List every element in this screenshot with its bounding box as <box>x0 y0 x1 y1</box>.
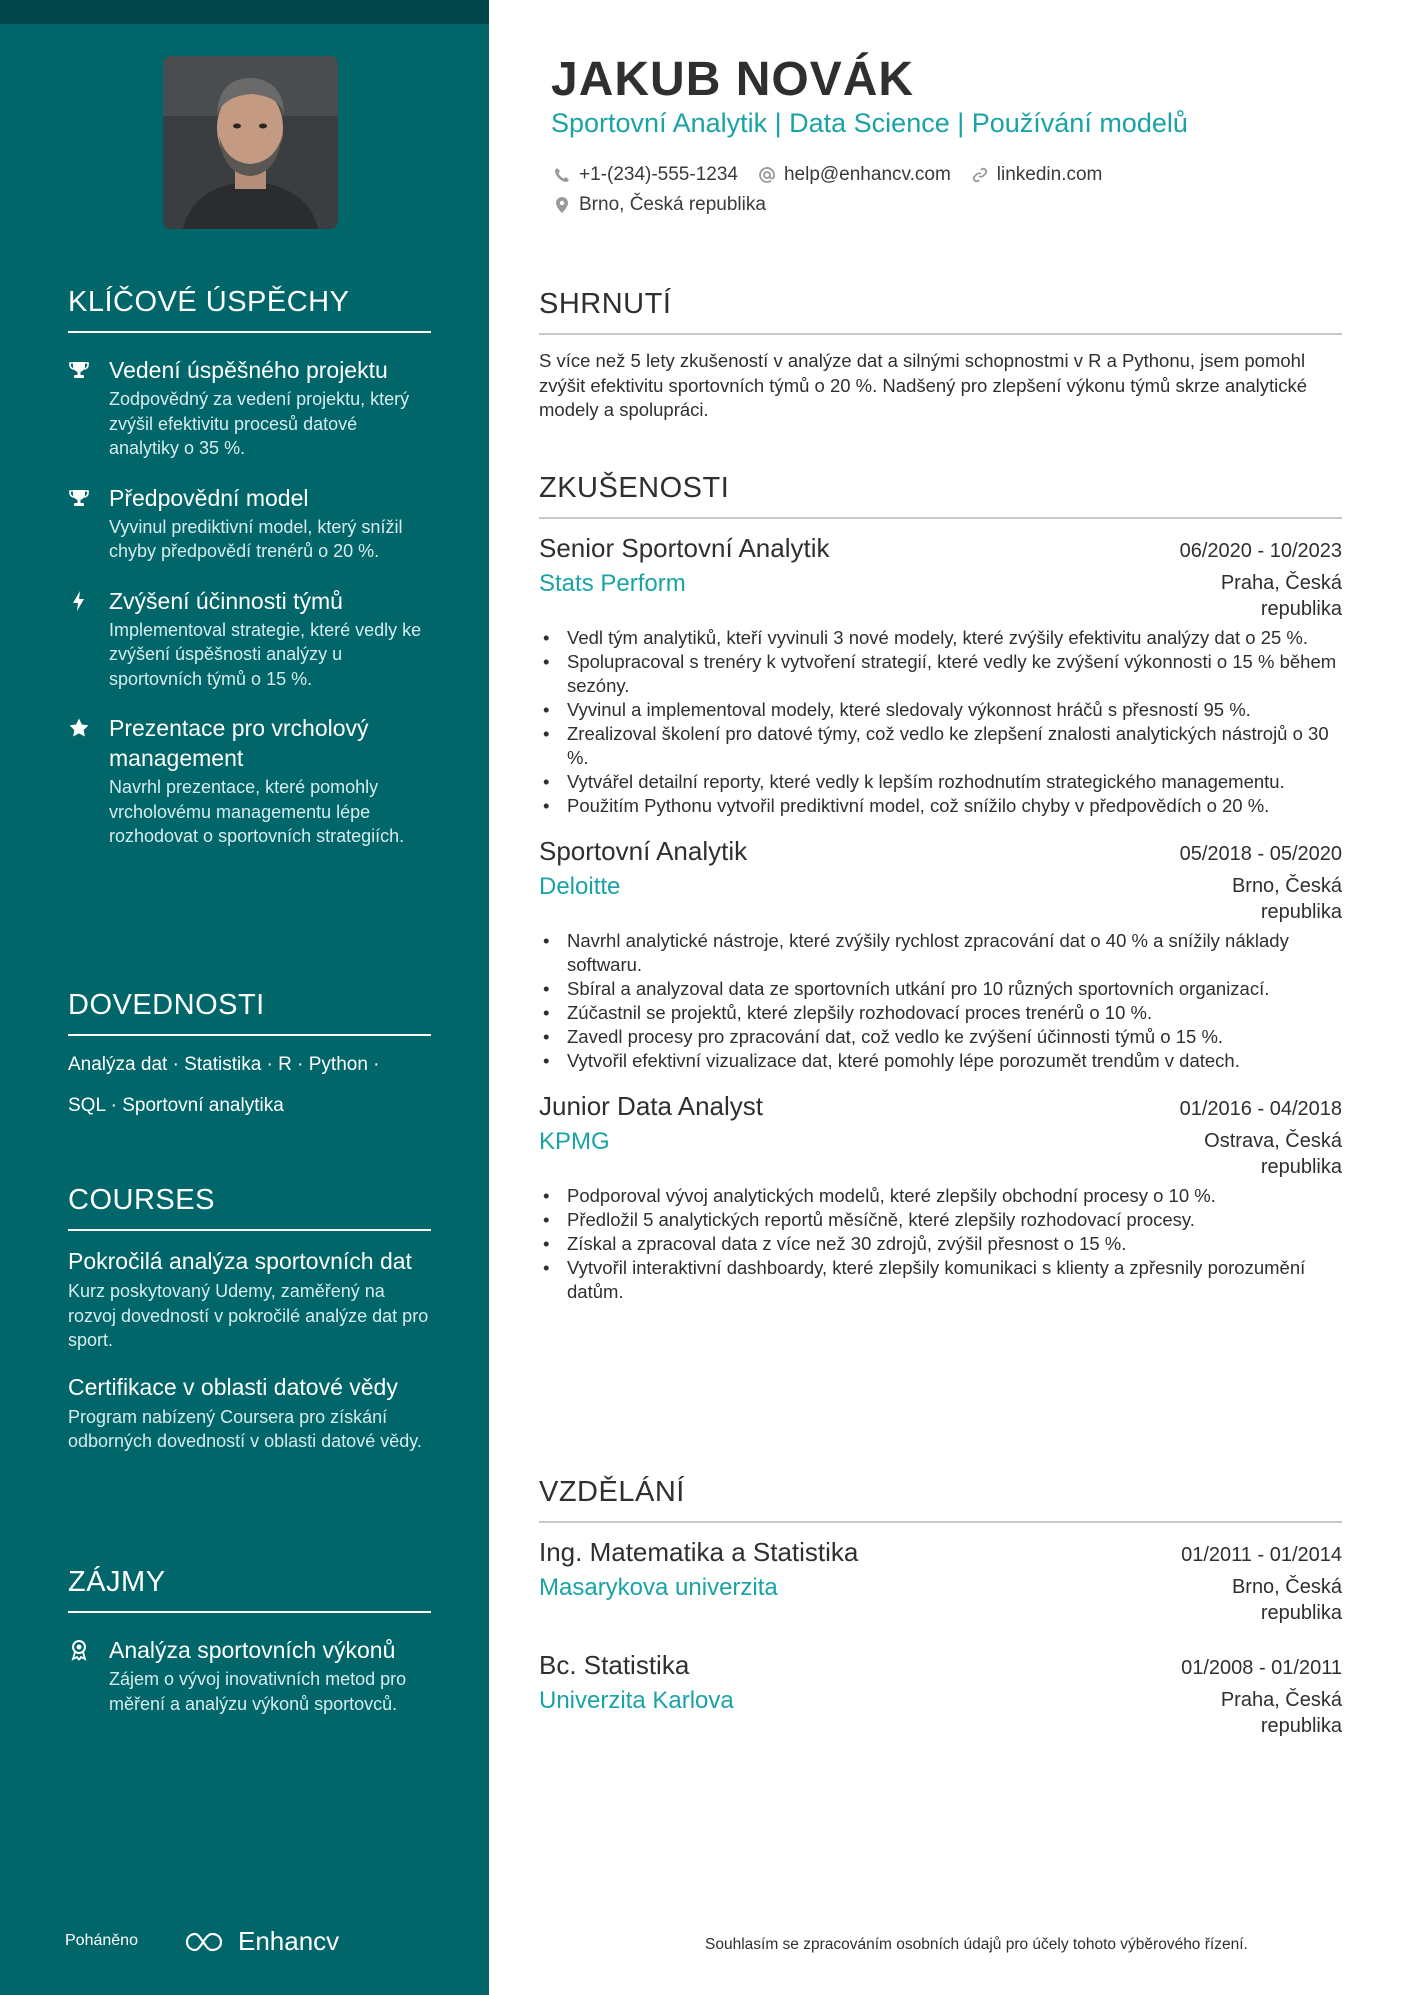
education-school: Masarykova univerzita <box>539 1574 778 1601</box>
job-bullet: • Použitím Pythonu vytvořil prediktivní model, což snížilo chyby v předpovědích o 20 %. <box>567 794 1342 818</box>
education-entry <box>539 1537 1342 1626</box>
education-dates: 01/2008 - 01/2011 <box>1181 1657 1342 1679</box>
education-school: Univerzita Karlova <box>539 1687 734 1714</box>
job-entry <box>539 836 1342 1073</box>
summary-section <box>539 288 1342 423</box>
course-title: Certifikace v oblasti datové vědy <box>68 1373 398 1400</box>
education-section <box>539 1476 1342 1739</box>
job-company: Stats Perform <box>539 570 686 597</box>
achievement-title: Předpovědní model <box>109 484 309 511</box>
job-bullet: • Podporoval vývoj analytických modelů, které zlepšily obchodní procesy o 10 %. <box>567 1184 1342 1208</box>
location-pin-icon <box>553 196 571 214</box>
achievement-item <box>68 586 431 692</box>
education-entry <box>539 1650 1342 1739</box>
job-dates: 06/2020 - 10/2023 <box>1179 540 1342 562</box>
trophy-icon <box>68 487 90 509</box>
job-entry <box>539 533 1342 818</box>
achievement-desc: Vyvinul prediktivní model, který snížil chyby předpovědí trenérů o 20 %. <box>109 516 403 561</box>
linkedin-contact[interactable] <box>971 164 1103 186</box>
sidebar <box>0 0 489 1995</box>
job-bullet: • Vyvinul a implementoval modely, které sledovaly výkonnost hráčů s přesností 95 %. <box>567 698 1342 722</box>
job-bullet: • Spolupracoval s trenéry k vytvoření strategií, které vedly ke zvýšení výkonnosti o 15 % během sezóny. <box>567 650 1342 698</box>
courses-title: COURSES <box>68 1184 431 1231</box>
achievement-desc: Zodpovědný za vedení projektu, který zvýšil efektivitu procesů datové analytiky o 35 %. <box>109 389 410 458</box>
skills-list: Analýza dat · Statistika · R · Python · <box>68 1054 380 1075</box>
interest-desc: Zájem o vývoj inovativních metod pro měření a analýzu výkonů sportovců. <box>109 1669 407 1714</box>
enhancv-logo[interactable] <box>184 1926 339 1957</box>
location-text: Brno, Česká republika <box>579 194 766 215</box>
interests-title: ZÁJMY <box>68 1566 431 1613</box>
job-bullet: • Zúčastnil se projektů, které zlepšily rozhodovací proces trenérů o 10 %. <box>567 1001 1342 1025</box>
experience-section <box>539 472 1342 1304</box>
achievements-title: KLÍČOVÉ ÚSPĚCHY <box>68 286 431 333</box>
education-location: Praha, Česká republika <box>1220 1689 1342 1737</box>
education-degree: Ing. Matematika a Statistika <box>539 1537 859 1567</box>
job-bullet: • Sbíral a analyzoval data ze sportovních utkání pro 10 různých sportovních organizací. <box>567 977 1342 1001</box>
job-location: Praha, Česká republika <box>1220 572 1342 620</box>
job-bullets <box>539 1184 1342 1304</box>
job-bullet: • Předložil 5 analytických reportů měsíčně, které zlepšily rozhodovací procesy. <box>567 1208 1342 1232</box>
job-entry <box>539 1091 1342 1304</box>
interest-title: Analýza sportovních výkonů <box>109 1637 396 1663</box>
link-icon <box>971 166 989 184</box>
achievement-item <box>68 483 431 564</box>
job-bullets <box>539 626 1342 818</box>
lightning-icon <box>68 590 90 612</box>
course-desc: Kurz poskytovaný Udemy, zaměřený na rozvoj dovedností v pokročilé analýze dat pro sport. <box>68 1281 429 1350</box>
profile-photo <box>163 56 338 229</box>
achievement-title: Prezentace pro vrcholový management <box>109 715 369 771</box>
location-contact <box>553 194 766 216</box>
education-title: VZDĚLÁNÍ <box>539 1476 1342 1523</box>
skills-section <box>68 989 431 1126</box>
consent-note: Souhlasím se zpracováním osobních údajů pro účely tohoto výběrového řízení. <box>705 1936 1248 1953</box>
job-bullet: • Navrhl analytické nástroje, které zvýšily rychlost zpracování dat o 40 % a snížily náklady softwaru. <box>567 929 1342 977</box>
job-bullet: • Zavedl procesy pro zpracování dat, což vedlo ke zvýšení účinnosti týmů o 15 %. <box>567 1025 1342 1049</box>
job-location: Brno, Česká republika <box>1231 875 1342 923</box>
job-dates: 01/2016 - 04/2018 <box>1179 1098 1342 1120</box>
job-bullet: • Zrealizoval školení pro datové týmy, což vedlo ke zlepšení znalosti analytických nástrojů o 30 %. <box>567 722 1342 770</box>
job-bullet: • Vytvářel detailní reporty, které vedly k lepším rozhodnutím strategického managementu. <box>567 770 1342 794</box>
achievement-item <box>68 713 431 849</box>
interests-section <box>68 1566 431 1716</box>
job-title: Junior Data Analyst <box>539 1091 764 1121</box>
at-icon <box>758 166 776 184</box>
phone-icon <box>553 166 571 184</box>
enhancv-brand-name: Enhancv <box>238 1926 340 1956</box>
job-location: Ostrava, Česká republika <box>1204 1130 1342 1178</box>
achievement-title: Zvýšení účinnosti týmů <box>109 587 343 614</box>
achievement-item <box>68 355 431 461</box>
skills-list: SQL · Sportovní analytika <box>68 1095 284 1116</box>
job-title: Senior Sportovní Analytik <box>539 533 830 563</box>
job-bullet: • Vedl tým analytiků, kteří vyvinuli 3 nové modely, které zvýšily efektivitu analýzy dat o 25 %. <box>567 626 1342 650</box>
job-company: KPMG <box>539 1128 610 1155</box>
candidate-name: JAKUB NOVÁK <box>551 53 915 106</box>
education-location: Brno, Česká republika <box>1231 1576 1342 1624</box>
achievements-section <box>68 286 431 849</box>
course-item <box>68 1247 431 1353</box>
course-item <box>68 1373 431 1454</box>
interest-item <box>68 1635 431 1716</box>
candidate-subtitle: Sportovní Analytik | Data Science | Používání modelů <box>551 108 1188 138</box>
phone-text: +1-(234)-555-1234 <box>579 164 738 185</box>
linkedin-text: linkedin.com <box>996 164 1103 185</box>
summary-text: S více než 5 lety zkušeností v analýze dat a silnými schopnostmi v R a Pythonu, jsem pomohl zvýšit efektivitu sportovních týmů o 20 %. Nadšený pro zlepšení výkonu týmů skrze analytické modely a spolupráci. <box>539 350 1308 420</box>
job-bullet: • Získal a zpracoval data z více než 30 zdrojů, zvýšil přesnost o 15 %. <box>567 1232 1342 1256</box>
job-bullets <box>539 929 1342 1073</box>
contact-info <box>553 160 1102 220</box>
achievement-desc: Navrhl prezentace, které pomohly vrcholovému managementu lépe rozhodovat o sportovních strategiích. <box>109 777 405 846</box>
education-degree: Bc. Statistika <box>539 1650 690 1680</box>
achievement-title: Vedení úspěšného projektu <box>109 357 388 383</box>
course-desc: Program nabízený Coursera pro získání odborných dovedností v oblasti datové vědy. <box>68 1406 422 1451</box>
achievement-desc: Implementoval strategie, které vedly ke zvýšení úspěšnosti analýzy u sportovních týmů o 15 %. <box>109 619 422 689</box>
trophy-icon <box>68 359 90 381</box>
education-dates: 01/2011 - 01/2014 <box>1181 1544 1342 1566</box>
email-contact[interactable] <box>758 164 951 186</box>
skills-title: DOVEDNOSTI <box>68 989 431 1036</box>
course-title: Pokročilá analýza sportovních dat <box>68 1248 412 1274</box>
powered-by-label: Poháněno <box>65 1932 138 1949</box>
courses-section <box>68 1184 431 1454</box>
job-bullet: • Vytvořil interaktivní dashboardy, které zlepšily komunikaci s klienty a zpřesnily porozumění datům. <box>567 1256 1342 1304</box>
email-text: help@enhancv.com <box>783 164 951 185</box>
enhancv-logo-icon <box>184 1931 228 1953</box>
experience-title: ZKUŠENOSTI <box>539 472 1342 519</box>
job-dates: 05/2018 - 05/2020 <box>1179 843 1342 865</box>
job-bullet: • Vytvořil efektivní vizualizace dat, které pomohly lépe porozumět trendům v datech. <box>567 1049 1342 1073</box>
phone-contact[interactable] <box>553 164 738 186</box>
job-title: Sportovní Analytik <box>539 836 748 866</box>
star-icon <box>68 717 90 739</box>
job-company: Deloitte <box>539 873 621 900</box>
award-icon <box>68 1639 90 1661</box>
sidebar-top-bar <box>0 0 489 24</box>
summary-title: SHRNUTÍ <box>539 288 1342 335</box>
